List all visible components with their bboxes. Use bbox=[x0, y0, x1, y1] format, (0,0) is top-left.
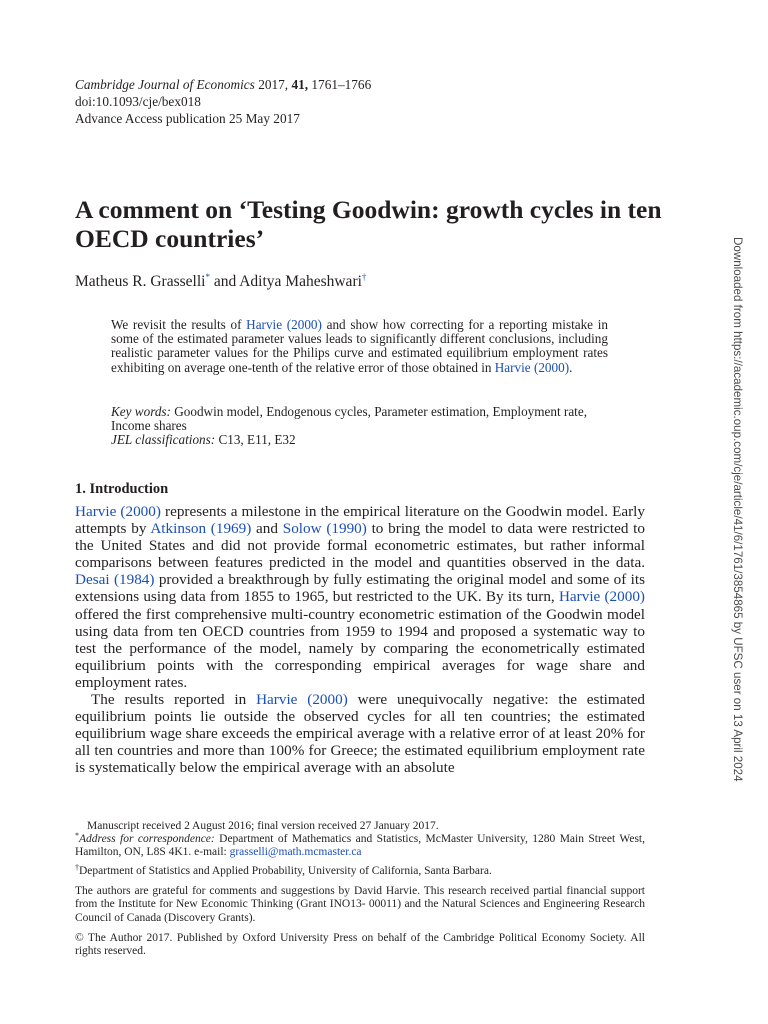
paragraph bbox=[75, 691, 645, 776]
keywords bbox=[111, 405, 608, 433]
keywords-block bbox=[111, 405, 608, 448]
journal-line bbox=[75, 76, 371, 93]
correspondence-note bbox=[75, 833, 645, 859]
author-2-footnote-mark[interactable]: † bbox=[361, 272, 367, 282]
paragraph-text: The results reported in bbox=[91, 691, 257, 709]
citation-link[interactable]: Harvie (2000) bbox=[558, 588, 645, 606]
paragraph bbox=[75, 503, 645, 691]
section-heading: 1. Introduction bbox=[75, 481, 169, 497]
journal-volume: 41, bbox=[291, 77, 309, 92]
article-title: A comment on ‘Testing Goodwin: growth cycles in ten OECD countries’ bbox=[75, 195, 662, 253]
abstract-text: We revisit the results of bbox=[111, 317, 247, 332]
keywords-text: Goodwin model, Endogenous cycles, Parameter estimation, Employment rate, Income shares bbox=[111, 404, 587, 434]
jel-text: C13, E11, E32 bbox=[215, 432, 296, 448]
footnote-mark: * bbox=[75, 831, 79, 841]
advance-access: Advance Access publication 25 May 2017 bbox=[75, 111, 300, 126]
correspondence-label: Address for correspondence: bbox=[79, 833, 215, 846]
received-note: Manuscript received 2 August 2016; final version received 27 January 2017. bbox=[87, 820, 439, 832]
acknowledgements: The authors are grateful for comments and suggestions by David Harvie. This research received partial financial support from the Institute for New Economic Thinking (Grant INO13- 00011) and the Natural Sciences and Engineering Research Council of Canada (Discovery Grants). bbox=[75, 885, 645, 924]
affiliation-note bbox=[75, 865, 645, 878]
citation-link[interactable]: Desai (1984) bbox=[75, 571, 155, 589]
jel-label: JEL classifications: bbox=[111, 432, 216, 448]
paragraph-text: represents a milestone in the empirical literature on the Goodwin model. Early attempts by bbox=[75, 503, 645, 538]
citation-link[interactable]: Atkinson (1969) bbox=[150, 520, 252, 538]
doi: doi:10.1093/cje/bex018 bbox=[75, 94, 201, 109]
paragraph-text: offered the first comprehensive multi-country econometric estimation of the Goodwin model using data from ten OECD countries from 1959 to 1994 and proposed a systematic way to test the performance of the model, namely by comparing the econometrically estimated equilibrium points with the corresponding empirical averages for wage share and employment rates. bbox=[75, 605, 645, 691]
paragraph-text: to bring the model to data were restricted to the United States and did not provide formal econometric estimates, but rather informal comparisons between features predicted in the model and quantities observed in the data. bbox=[75, 520, 645, 572]
download-watermark bbox=[728, 237, 748, 788]
author-2: Aditya Maheshwari bbox=[239, 273, 362, 290]
journal-name: Cambridge Journal of Economics bbox=[75, 77, 255, 92]
affiliation-text: Department of Statistics and Applied Probability, University of California, Santa Barbara. bbox=[79, 865, 492, 878]
author-1: Matheus R. Grasselli bbox=[75, 273, 206, 290]
journal-pages: 1761–1766 bbox=[311, 77, 372, 92]
keywords-label: Key words: bbox=[111, 404, 171, 419]
introduction-body bbox=[75, 503, 645, 777]
abstract bbox=[111, 318, 608, 375]
citation-link[interactable]: Harvie (2000) bbox=[256, 691, 348, 709]
footnotes bbox=[75, 820, 645, 965]
author-separator: and bbox=[209, 273, 240, 290]
download-watermark-text[interactable]: Downloaded from https://academic.oup.com/cje/article/41/6/1761/3854865 by UFSC user on 13 April 2024 bbox=[731, 237, 744, 782]
paragraph-text: provided a breakthrough by fully estimating the original model and some of its extensions using data from 1855 to 1965, but restricted to the UK. By its turn, bbox=[75, 571, 645, 606]
citation-link[interactable]: Harvie (2000) bbox=[494, 359, 570, 375]
abstract-text: and show how correcting for a reporting mistake in some of the estimated parameter values leads to significantly different conclusions, including realistic parameter values for the Philips curve and estimated equilibrium employment rates exhibiting on average one-tenth of the relative error of those obtained in bbox=[111, 317, 608, 375]
abstract-text: . bbox=[569, 359, 573, 375]
author-1-footnote-mark[interactable]: * bbox=[205, 272, 210, 282]
footnote-mark: † bbox=[75, 863, 79, 873]
citation-link[interactable]: Harvie (2000) bbox=[75, 503, 161, 520]
citation-link[interactable]: Harvie (2000) bbox=[246, 317, 322, 332]
journal-year: 2017, bbox=[258, 77, 289, 92]
citation-link[interactable]: Solow (1990) bbox=[282, 520, 367, 538]
copyright: © The Author 2017. Published by Oxford University Press on behalf of the Cambridge Political Economy Society. All rights reserved. bbox=[75, 931, 645, 957]
journal-citation bbox=[75, 76, 371, 127]
email-link[interactable]: grasselli@math.mcmaster.ca bbox=[229, 846, 362, 859]
correspondence-text: Department of Mathematics and Statistics, McMaster University, 1280 Main Street West, Hamilton, ON, L8S 4K1. e-mail: bbox=[75, 833, 645, 859]
paragraph-text: were unequivocally negative: the estimated equilibrium points lie outside the observed cycles for all ten countries; the estimated equilibrium wage share exceeds the empirical average with a relative error of at least 20% for all ten countries and more than 100% for Greece; the estimated equilibrium employment rate is systematically below the empirical average with an absolute bbox=[75, 691, 645, 777]
jel-classifications bbox=[111, 433, 608, 447]
author-line bbox=[75, 272, 366, 292]
paragraph-text: and bbox=[251, 520, 283, 538]
